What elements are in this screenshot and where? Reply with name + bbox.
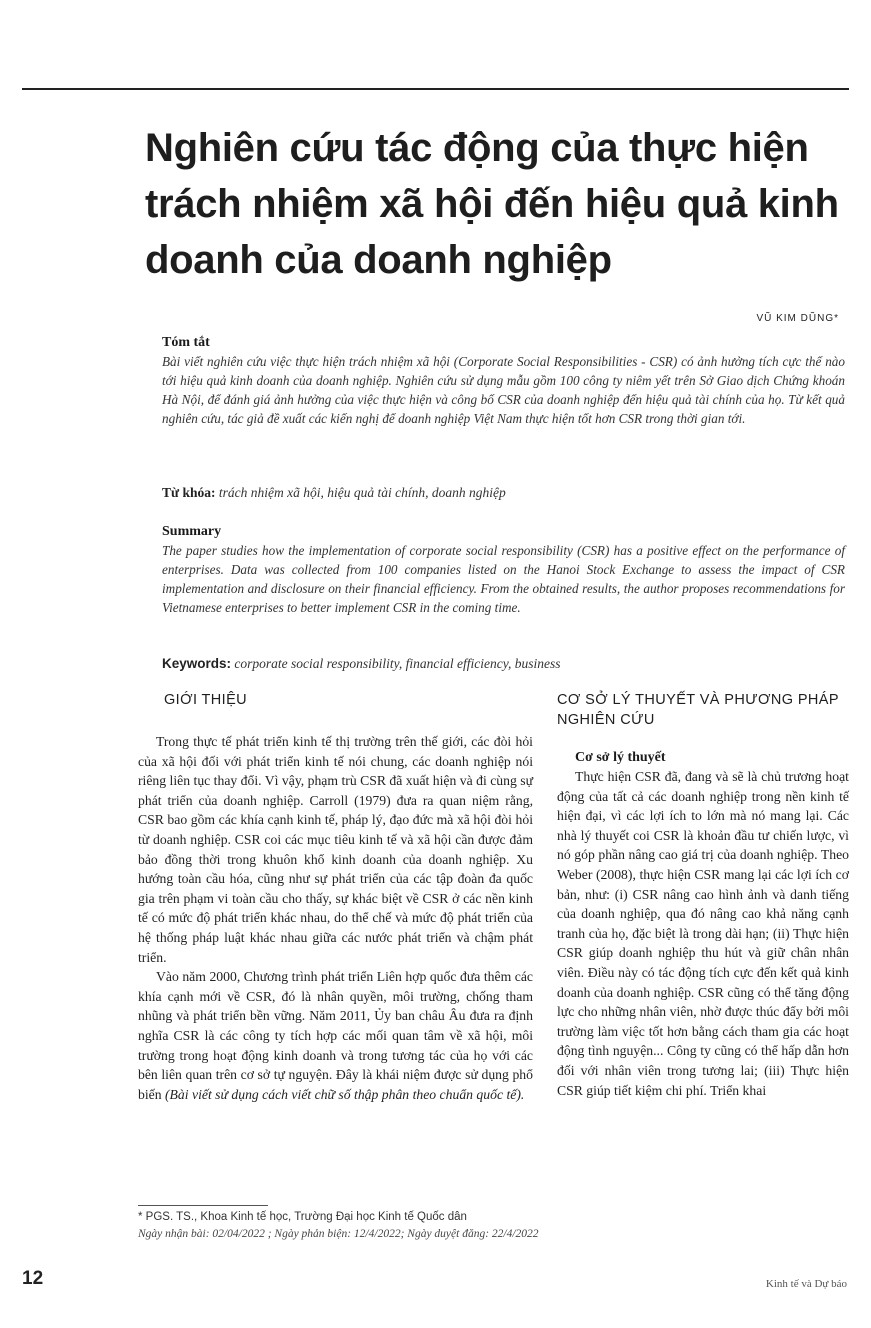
footnote-affiliation: * PGS. TS., Khoa Kinh tế học, Trường Đại học Kinh tế Quốc dân bbox=[138, 1211, 467, 1223]
keywords-en-label: Keywords: bbox=[162, 656, 232, 671]
right-column bbox=[557, 690, 849, 1100]
keywords-vi-label: Từ khóa: bbox=[162, 485, 216, 500]
abstract-vi-body: Bài viết nghiên cứu việc thực hiện trách nhiệm xã hội (Corporate Social Responsibilities - CSR) có ảnh hưởng tích cực thế nào tới hiệu quả kinh doanh của doanh nghiệp. Nghiên cứu sử dụng mẫu gồm 100 công ty niêm yết trên Sở Giao dịch Chứng khoán Hà Nội, để đánh giá ảnh hưởng của việc thực hiện và công bố CSR của doanh nghiệp đến hiệu quả tài chính của họ. Từ kết quả nghiên cứu, tác giả đề xuất các kiến nghị để doanh nghiệp Việt Nam thực hiện tốt hơn CSR trong thời gian tới. bbox=[162, 354, 845, 426]
keywords-en bbox=[162, 655, 845, 673]
abstract-vi bbox=[162, 334, 845, 428]
journal-name: Kinh tế và Dự báo bbox=[765, 1278, 847, 1290]
abstract-en-heading: Summary bbox=[162, 524, 222, 539]
author-name: VŨ KIM DŨNG* bbox=[756, 313, 839, 324]
left-column bbox=[138, 690, 533, 1104]
theory-paragraph-1: Thực hiện CSR đã, đang và sẽ là chủ trương hoạt động của tất cả các doanh nghiệp trong nền kinh tế hiện đại, vì các lợi ích to lớn mà nó mang lại. Các nhà lý thuyết coi CSR là khoản đầu tư chiến lược, vì nó góp phần nâng cao giá trị của doanh nghiệp. Theo Weber (2008), thực hiện CSR mang lại các lợi ích cơ bản, như: (i) CSR nâng cao hình ảnh và danh tiếng của doanh nghiệp, qua đó nâng cao khả năng cạnh tranh của họ, đặc biệt là trong dài hạn; (ii) Thực hiện CSR giúp doanh nghiệp thu hút và giữ chân nhân viên. Điều này có tác động tích cực đến kết quả kinh doanh của doanh nghiệp. CSR cũng có thể tăng động lực cho những nhân viên, nhờ được thúc đẩy bởi môi trường làm việc tốt hơn bằng cách tham gia các hoạt động tình nguyện... Công ty cũng có thể hấp dẫn hơn đối với nhân viên trong tương lai; (iii) Thực hiện CSR giúp tiết kiệm chi phí. Triển khai bbox=[557, 769, 849, 1098]
intro-paragraph-2-text: Vào năm 2000, Chương trình phát triển Liên hợp quốc đưa thêm các khía cạnh mới về CSR, đó là nhân quyền, môi trường, chống tham nhũng và phát triển bền vững. Năm 2011, Ủy ban châu Âu đưa ra định nghĩa CSR là các công ty tích hợp các mối quan tâm về xã hội, môi trường trong hoạt động kinh doanh và trong tương tác của họ với các bên liên quan trên cơ sở tự nguyện. Đây là khái niệm được sử dụng phổ biến bbox=[138, 969, 533, 1102]
footnote-dates: Ngày nhận bài: 02/04/2022 ; Ngày phản biện: 12/4/2022; Ngày duyệt đăng: 22/4/2022 bbox=[138, 1228, 539, 1240]
article-title: Nghiên cứu tác động của thực hiện trách nhiệm xã hội đến hiệu quả kinh doanh của doanh nghiệp bbox=[145, 126, 839, 282]
section-heading-introduction: GIỚI THIỆU bbox=[164, 692, 248, 708]
subsection-heading-theory: Cơ sở lý thuyết bbox=[575, 750, 666, 765]
abstract-en bbox=[162, 523, 845, 617]
top-rule bbox=[22, 88, 849, 90]
keywords-vi bbox=[162, 484, 845, 502]
intro-paragraph-2 bbox=[138, 967, 533, 1104]
intro-paragraph-1: Trong thực tế phát triển kinh tế thị trường trên thế giới, các đòi hỏi của xã hội đối với phát triển kinh tế nói chung, các doanh nghiệp nói riêng liên tục thay đổi. Vì vậy, phạm trù CSR đã xuất hiện và đi cùng sự phát triển của doanh nghiệp. Carroll (1979) đưa ra quan niệm rằng, CSR bao gồm các khía cạnh kinh tế, pháp lý, đạo đức mà xã hội đòi hỏi từ doanh nghiệp. CSR coi các mục tiêu kinh tế và xã hội cần được đảm bảo đồng thời trong khuôn khổ kinh doanh của doanh nghiệp. Xu hướng toàn cầu hóa, cũng như sự phát triển của các tập đoàn đa quốc gia trên phạm vi toàn cầu cho thấy, sự khác biệt về CSR ở các nền kinh tế có mức độ phát triển khác nhau, do thể chế và mức độ phát triển của hệ thống pháp luật khác nhau giữa các nước phát triển và chậm phát triển. bbox=[138, 734, 533, 965]
footnote-rule bbox=[138, 1205, 268, 1206]
section-heading-theory: CƠ SỞ LÝ THUYẾT VÀ PHƯƠNG PHÁP NGHIÊN CỨU bbox=[557, 692, 839, 728]
keywords-en-text: corporate social responsibility, financial efficiency, business bbox=[234, 656, 561, 671]
intro-paragraph-2-note: (Bài viết sử dụng cách viết chữ số thập phân theo chuẩn quốc tế). bbox=[165, 1086, 525, 1102]
abstract-vi-heading: Tóm tắt bbox=[162, 335, 210, 350]
abstract-en-body: The paper studies how the implementation of corporate social responsibility (CSR) has a positive effect on the performance of enterprises. Data was collected from 100 companies listed on the Hanoi Stock Exchange to assess the impact of CSR implementation and disclosure on their financial efficiency. From the obtained results, the author proposes recommendations for Vietnamese enterprises to better implement CSR in the coming time. bbox=[162, 543, 845, 615]
page-number: 12 bbox=[22, 1268, 44, 1289]
keywords-vi-text: trách nhiệm xã hội, hiệu quả tài chính, doanh nghiệp bbox=[218, 485, 506, 500]
